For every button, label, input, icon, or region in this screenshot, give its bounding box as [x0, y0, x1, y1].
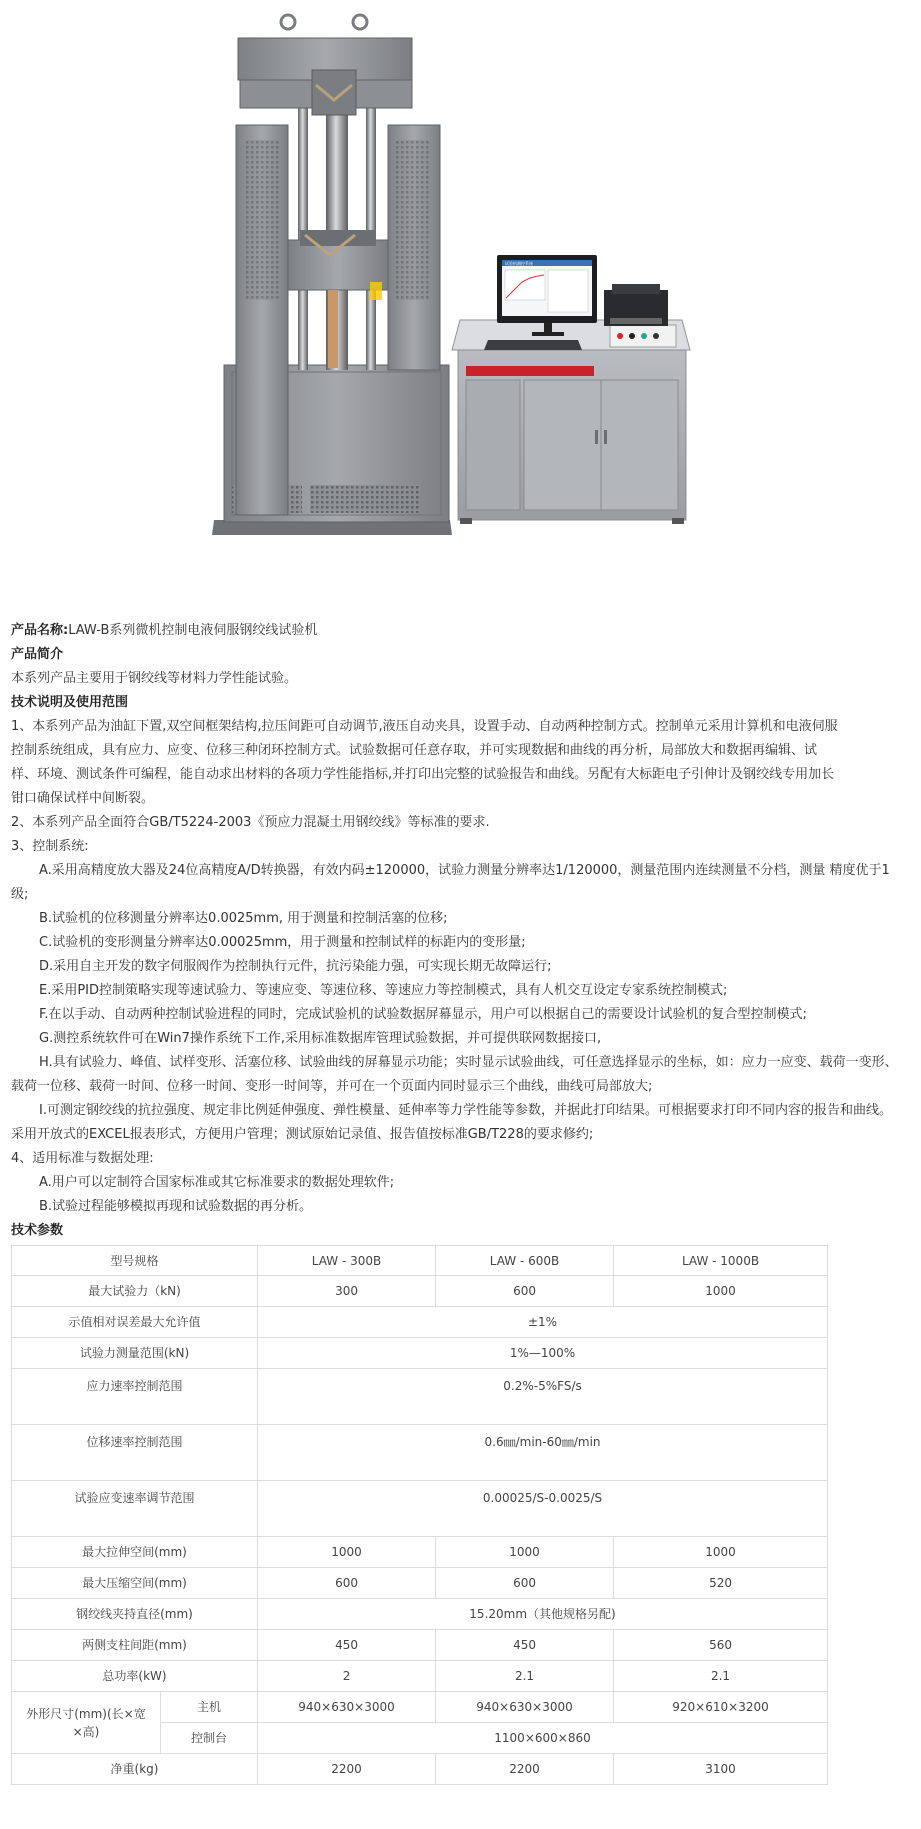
table-row	[12, 1599, 828, 1630]
table-cell: 2200	[436, 1754, 614, 1785]
table-cell: 2200	[258, 1754, 436, 1785]
section1-line-2: 控制系统组成，具有应力、应变、位移三种闭环控制方式。试验数据可任意存取，并可实现数据和曲线的再分析，局部放大和数据再编辑、试	[11, 743, 818, 758]
table-row	[12, 1369, 828, 1425]
section3-item-f: F.在以手动、自动两种控制试验进程的同时，完成试验机的试验数据屏幕显示，用户可以根据自己的需要设计试验机的复合型控制模式;	[39, 1007, 807, 1022]
testing-machine	[212, 15, 452, 535]
table-cell: 位移速率控制范围	[12, 1425, 258, 1481]
table-cell: 最大拉伸空间(mm)	[12, 1537, 258, 1568]
section2-text: 2、本系列产品全面符合GB/T5224-2003《预应力混凝土用钢绞线》等标准的要求.	[11, 815, 490, 830]
section3-item-d: D.采用自主开发的数字伺服阀作为控制执行元件，抗污染能力强，可实现长期无故障运行;	[39, 959, 552, 974]
section1-line-3: 样、环境、测试条件可编程，能自动求出材料的各项力学性能指标,并打印出完整的试验报告和曲线。另配有大标距电子引伸计及钢绞线专用加长	[11, 767, 835, 782]
table-cell: 600	[258, 1568, 436, 1599]
product-name-label: 产品名称:	[11, 623, 69, 638]
table-header-cell: LAW - 600B	[436, 1246, 614, 1276]
table-cell: 2.1	[436, 1661, 614, 1692]
section3-item-b: B.试验机的位移测量分辨率达0.0025mm, 用于测量和控制活塞的位移;	[39, 911, 448, 926]
table-row	[12, 1425, 828, 1481]
table-cell: 920×610×3200	[614, 1692, 828, 1723]
table-header-cell: LAW - 1000B	[614, 1246, 828, 1276]
section3-item-i: I.可测定钢绞线的抗拉强度、规定非比例延伸强度、弹性模量、延伸率等力学性能等参数，并据此打印结果。可根据要求打印不同内容的报告和曲线。采用开放式的EXCEL报表形式，方便用户管理；测试原始记录值、报告值按标准GB/T228的要求修约;	[11, 1103, 892, 1142]
table-row	[12, 1661, 828, 1692]
table-row	[12, 1307, 828, 1338]
table-row	[12, 1276, 828, 1307]
table-cell: 0.6㎜/min-60㎜/min	[258, 1425, 828, 1481]
table-row	[12, 1537, 828, 1568]
table-row	[12, 1568, 828, 1599]
table-cell: 600	[436, 1568, 614, 1599]
section3-item-e: E.采用PID控制策略实现等速试验力、等速应变、等速位移、等速应力等控制模式，具有人机交互设定专家系统控制模式;	[39, 983, 728, 998]
tech-heading: 技术说明及使用范围	[11, 695, 129, 710]
table-cell: 主机	[161, 1692, 258, 1723]
table-cell: 0.00025/S-0.0025/S	[258, 1481, 828, 1537]
table-cell: 520	[614, 1568, 828, 1599]
table-cell: 试验力测量范围(kN)	[12, 1338, 258, 1369]
table-cell: 钢绞线夹持直径(mm)	[12, 1599, 258, 1630]
table-cell: 940×630×3000	[258, 1692, 436, 1723]
table-cell: 最大压缩空间(mm)	[12, 1568, 258, 1599]
table-row	[12, 1338, 828, 1369]
table-cell: 3100	[614, 1754, 828, 1785]
table-cell: 0.2%-5%FS/s	[258, 1369, 828, 1425]
table-cell: 1%—100%	[258, 1338, 828, 1369]
section1-line-1: 1、本系列产品为油缸下置,双空间框架结构,拉压间距可自动调节,液压自动夹具，设置手动、自动两种控制方式。控制单元采用计算机和电液伺服	[11, 719, 838, 734]
table-cell: 2.1	[614, 1661, 828, 1692]
table-row	[12, 1630, 828, 1661]
table-cell: 总功率(kW)	[12, 1661, 258, 1692]
table-row	[12, 1481, 828, 1537]
section1-line-4: 钳口确保试样中间断裂。	[11, 791, 155, 806]
product-name-line	[11, 619, 901, 643]
section3-item-c: C.试验机的变形测量分辨率达0.00025mm，用于测量和控制试样的标距内的变形量;	[39, 935, 526, 950]
table-cell: 1000	[436, 1537, 614, 1568]
table-cell: 应力速率控制范围	[12, 1369, 258, 1425]
table-cell: 450	[258, 1630, 436, 1661]
table-cell: 两侧支柱间距(mm)	[12, 1630, 258, 1661]
spec-table	[11, 1245, 828, 1785]
table-cell: 2	[258, 1661, 436, 1692]
table-cell: 试验应变速率调节范围	[12, 1481, 258, 1537]
section3-item-a: A.采用高精度放大器及24位高精度A/D转换器，有效内码±120000，试验力测量分辨率达1/120000，测量范围内连续测量不分档，测量 精度优于1级;	[11, 863, 890, 902]
table-cell: 1000	[614, 1276, 828, 1307]
table-cell: 300	[258, 1276, 436, 1307]
table-cell: 示值相对误差最大允许值	[12, 1307, 258, 1338]
intro-text: 本系列产品主要用于钢绞线等材料力学性能试验。	[11, 671, 298, 686]
table-cell: ±1%	[258, 1307, 828, 1338]
table-cell: 15.20mm（其他规格另配)	[258, 1599, 828, 1630]
section4-item-b: B.试验过程能够模拟再现和试验数据的再分析。	[39, 1199, 313, 1214]
table-cell: 外形尺寸(mm)(长×宽×高)	[12, 1692, 161, 1754]
table-cell: 净重(kg)	[12, 1754, 258, 1785]
section3-title: 3、控制系统:	[11, 839, 89, 854]
table-cell: 450	[436, 1630, 614, 1661]
table-header-cell: 型号规格	[12, 1246, 258, 1276]
table-cell: 控制台	[161, 1723, 258, 1754]
table-cell: 940×630×3000	[436, 1692, 614, 1723]
table-row	[12, 1246, 828, 1276]
table-cell: 1000	[614, 1537, 828, 1568]
product-name-value: LAW-B系列微机控制电液伺服钢绞线试验机	[68, 623, 318, 638]
monitor-app-title: 试验机测控系统	[505, 261, 533, 266]
section4-item-a: A.用户可以定制符合国家标准或其它标准要求的数据处理软件;	[39, 1175, 395, 1190]
table-cell: 600	[436, 1276, 614, 1307]
table-cell: 560	[614, 1630, 828, 1661]
table-cell: 1100×600×860	[258, 1723, 828, 1754]
product-photo	[0, 0, 921, 610]
section3-item-h: H.具有试验力、峰值、试样变形、活塞位移、试验曲线的屏幕显示功能；实时显示试验曲线，可任意选择显示的坐标，如：应力一应变、载荷一变形、载荷一位移、载荷一时间、位移一时间、变形一时间等，并可在一个页面内同时显示三个曲线，曲线可局部放大;	[11, 1055, 898, 1094]
intro-heading: 产品简介	[11, 647, 64, 662]
product-description	[11, 619, 901, 1243]
table-cell: 1000	[258, 1537, 436, 1568]
table-cell: 最大试验力（kN)	[12, 1276, 258, 1307]
section3-item-g: G.测控系统软件可在Win7操作系统下工作,采用标准数据库管理试验数据，并可提供联网数据接口,	[39, 1031, 602, 1046]
control-console	[452, 255, 690, 524]
params-heading: 技术参数	[11, 1223, 64, 1238]
table-header-cell: LAW - 300B	[258, 1246, 436, 1276]
table-row	[12, 1692, 828, 1723]
table-row	[12, 1754, 828, 1785]
section4-title: 4、适用标准与数据处理:	[11, 1151, 154, 1166]
